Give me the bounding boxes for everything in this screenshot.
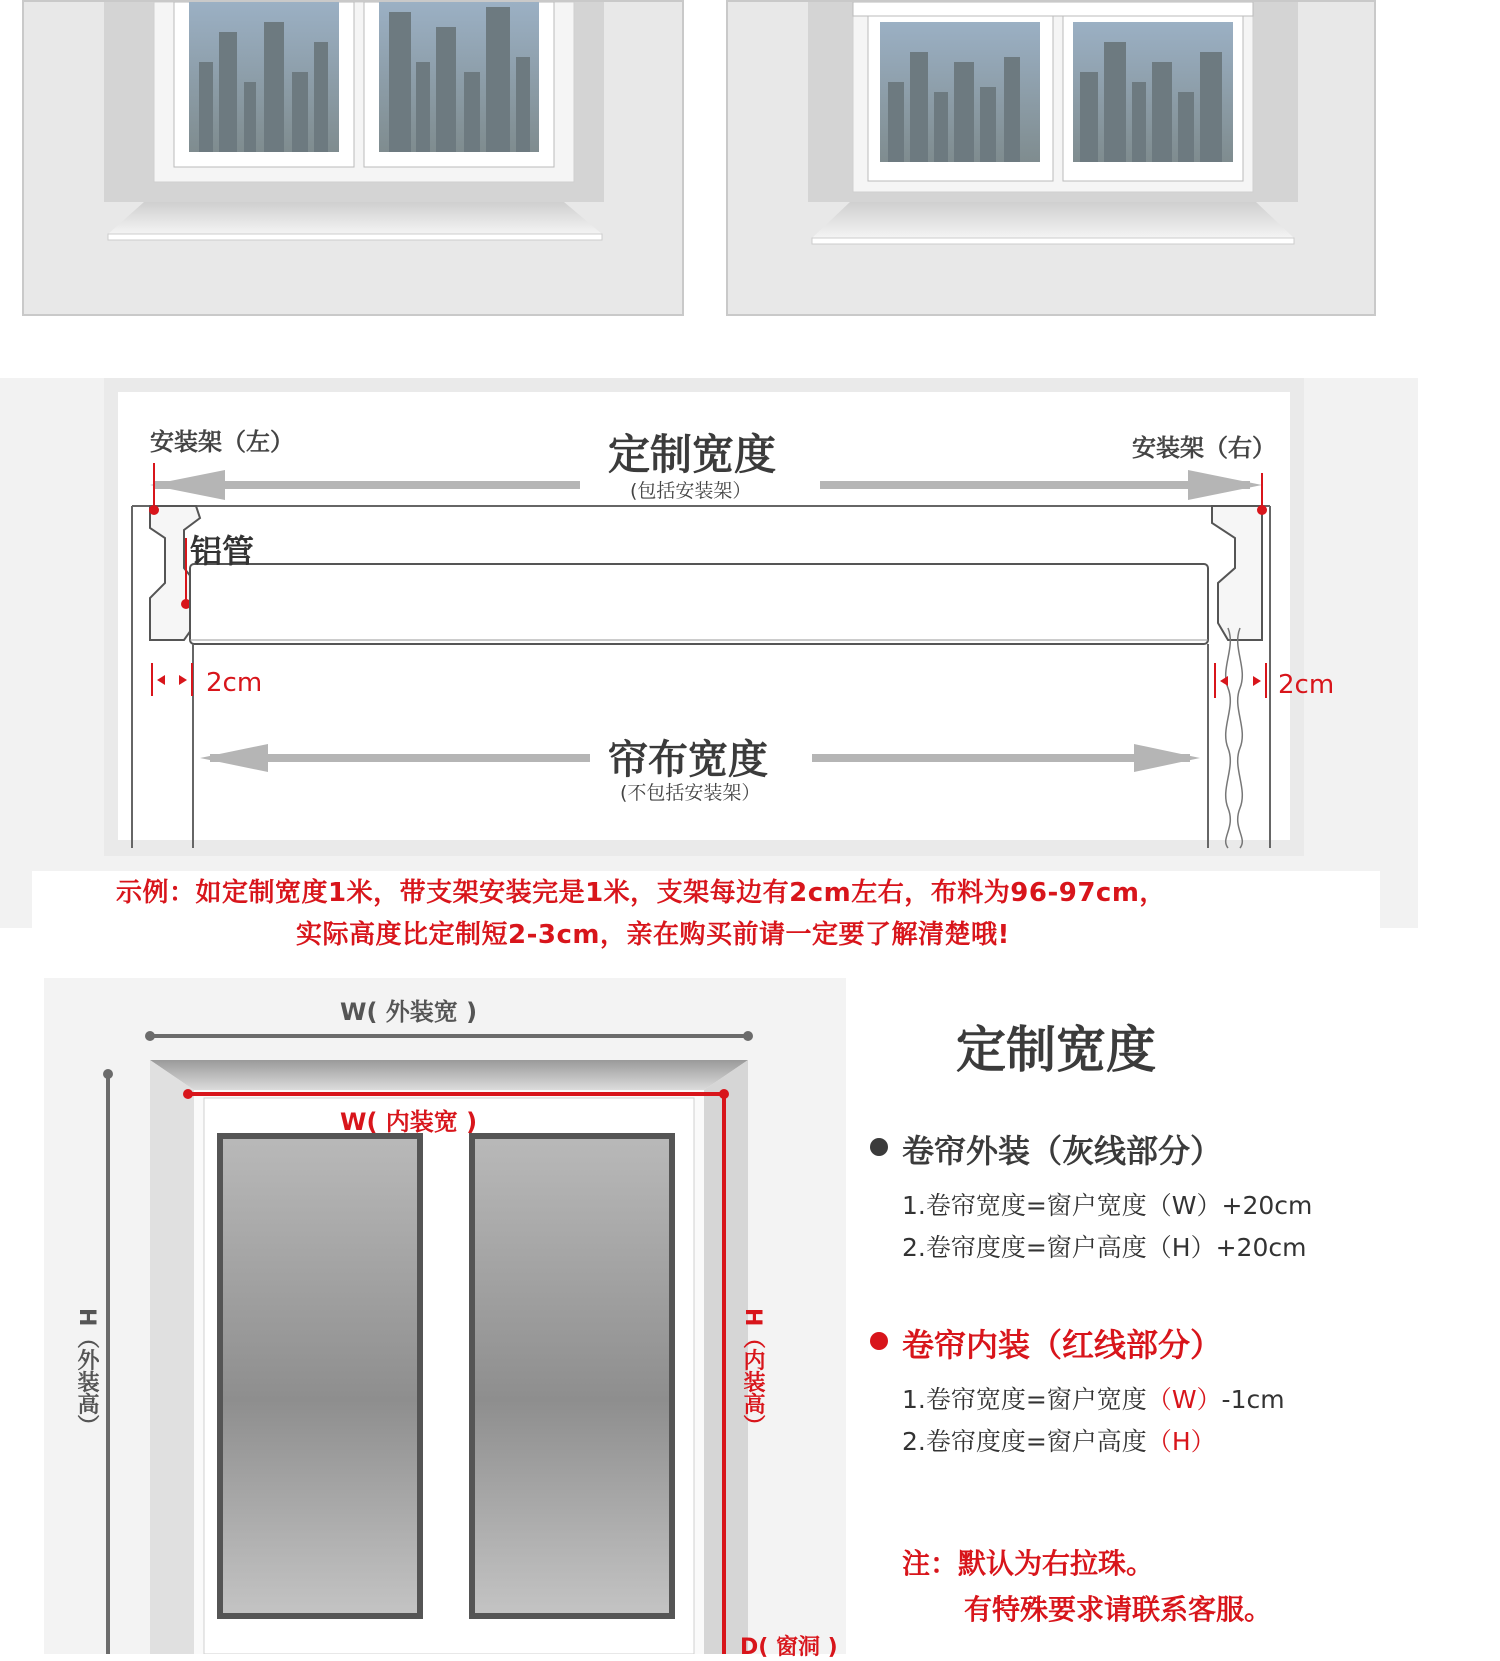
depth-label: D( 窗洞 ) bbox=[740, 1635, 838, 1660]
bracket-right-label: 安装架（右） bbox=[1132, 434, 1276, 462]
inner-height-label: H（内装高） bbox=[740, 1308, 765, 1437]
window-photo-right bbox=[726, 0, 1376, 316]
outer-rule-1: 1.卷帘宽度=窗户宽度（W）+20cm bbox=[902, 1191, 1313, 1220]
gap-left-label: 2cm bbox=[206, 668, 263, 698]
guide-title: 定制宽度 bbox=[956, 1021, 1156, 1079]
inner-rule-2-prefix: 2.卷帘度度=窗户高度 bbox=[902, 1427, 1147, 1456]
custom-width-note: (包括安装架） bbox=[630, 480, 752, 502]
bracket-left-label: 安装架（左） bbox=[150, 428, 294, 456]
window-illustration-left bbox=[24, 2, 686, 318]
example-note-line1: 示例：如定制宽度1米，带支架安装完是1米，支架每边有2cm左右，布料为96-97cm， bbox=[116, 878, 1166, 908]
note-line-2: 有特殊要求请联系客服。 bbox=[964, 1593, 1273, 1626]
inner-width-label: W( 内装宽 ) bbox=[340, 1108, 478, 1136]
window-photo-left bbox=[22, 0, 684, 316]
inner-bullet-icon bbox=[870, 1332, 888, 1350]
inner-rule-1-suffix: -1cm bbox=[1221, 1385, 1285, 1414]
outer-heading: 卷帘外装（灰线部分） bbox=[902, 1132, 1223, 1170]
inner-rule-1-w: （W） bbox=[1146, 1385, 1222, 1414]
inner-rule-1 bbox=[902, 1380, 1285, 1416]
aluminum-tube-label: 铝管 bbox=[190, 532, 255, 570]
outer-width-label: W( 外装宽 ) bbox=[340, 998, 478, 1026]
inner-heading: 卷帘内装（红线部分） bbox=[902, 1326, 1223, 1364]
inner-rule-2-h: （H） bbox=[1146, 1427, 1216, 1456]
example-note-line2: 实际高度比定制短2-3cm，亲在购买前请一定要了解清楚哦! bbox=[296, 920, 1010, 950]
install-diagram bbox=[0, 378, 1418, 950]
note-line-1: 注：默认为右拉珠。 bbox=[902, 1547, 1155, 1580]
measure-diagram bbox=[44, 978, 846, 1660]
gap-right-label: 2cm bbox=[1278, 670, 1335, 700]
fabric-width-note: (不包括安装架） bbox=[620, 782, 761, 804]
window-measure-drawing bbox=[44, 978, 846, 1654]
fabric-width-label: 帘布宽度 bbox=[608, 737, 768, 783]
inner-rule-2 bbox=[902, 1422, 1216, 1458]
window-illustration-right bbox=[728, 2, 1378, 318]
outer-height-label: H（外装高） bbox=[74, 1308, 99, 1437]
outer-rule-2: 2.卷帘度度=窗户高度（H）+20cm bbox=[902, 1233, 1307, 1262]
custom-width-label: 定制宽度 bbox=[608, 430, 777, 479]
guide-panel bbox=[860, 990, 1460, 1650]
outer-bullet-icon bbox=[870, 1138, 888, 1156]
inner-rule-1-prefix: 1.卷帘宽度=窗户宽度 bbox=[902, 1385, 1147, 1414]
